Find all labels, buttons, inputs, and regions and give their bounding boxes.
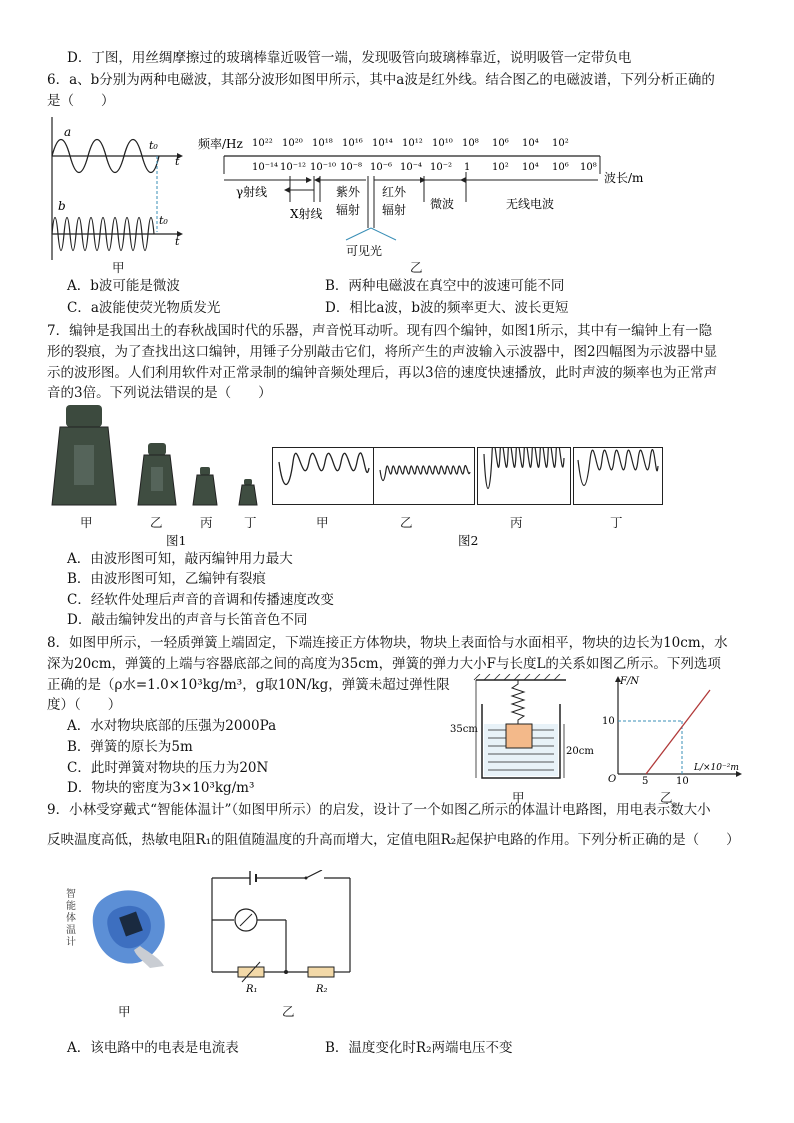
q7-option-b[interactable]: B．由波形图可知，乙编钟有裂痕 <box>67 571 266 587</box>
q8-option-b[interactable]: B．弹簧的原长为5m <box>67 739 193 755</box>
svg-text:10⁻⁸: 10⁻⁸ <box>340 162 363 173</box>
spring-icon <box>512 680 524 724</box>
band-ir-2: 辐射 <box>382 203 407 217</box>
graph-x-tick-5: 5 <box>642 776 649 786</box>
svg-text:10¹²: 10¹² <box>402 138 423 149</box>
bell-yi <box>138 443 176 505</box>
q8-stem-line4: 度）（ ） <box>47 697 122 713</box>
graph-origin: O <box>608 774 617 785</box>
svg-text:10⁻²: 10⁻² <box>430 162 453 173</box>
device-vertical-text: 智 能 体 温 计 <box>66 889 76 948</box>
wavelength-axis-label: 波长/m <box>604 171 644 185</box>
svg-text:10¹⁶: 10¹⁶ <box>342 138 363 149</box>
t0-label-b: t₀ <box>159 214 168 227</box>
svg-text:1: 1 <box>464 162 471 173</box>
q8-stem-line3: 正确的是（ρ水=1.0×10³kg/m³，g取10N/kg，弹簧未超过弹性限 <box>47 677 450 693</box>
band-uv-1: 紫外 <box>336 185 361 199</box>
graph-ylabel: F/N <box>620 676 640 687</box>
band-gamma: γ射线 <box>236 185 268 199</box>
graph-y-tick-10: 10 <box>602 716 615 727</box>
q9-caption-yi: 乙 <box>282 1004 295 1019</box>
q7-stem-line2: 形的裂痕，为了查找出这口编钟，用锤子分别敲击它们，将所产生的声波输入示波器中，图2四幅图为示波器中显 <box>47 344 718 360</box>
q8-figure-yi-graph <box>598 674 748 786</box>
q6-figure-yi-spectrum <box>196 128 676 268</box>
band-visible: 可见光 <box>346 244 383 258</box>
q7-option-d[interactable]: D．敲击编钟发出的声音与长笛音色不同 <box>67 612 308 628</box>
osc-label-ding: 丁 <box>610 515 623 530</box>
q9-option-b[interactable]: B．温度变化时R₂两端电压不变 <box>325 1040 513 1056</box>
q6-option-c[interactable]: C．a波能使荧光物质发光 <box>67 300 221 316</box>
oscillogram-bing <box>477 447 571 505</box>
graph-xlabel: L/×10⁻²m <box>694 763 739 773</box>
q6-caption-jia: 甲 <box>112 260 125 275</box>
q9-stem-line2: 反映温度高低，热敏电阻R₁的阻值随温度的升高而增大，定值电阻R₂起保护电路的作用。下列分析正确的是（ ） <box>47 832 740 848</box>
q6-option-d[interactable]: D．相比a波，b波的频率更大、波长更短 <box>325 300 569 316</box>
q8-caption-yi: 乙 <box>660 790 673 805</box>
q7-fig1-caption: 图1 <box>166 533 187 548</box>
wavelength-tick-labels <box>252 162 597 173</box>
q7-stem-line1: 7．编钟是我国出土的春秋战国时代的乐器，声音悦耳动听。现有四个编钟，如图1所示，其中有一编钟上有一隐 <box>47 323 713 339</box>
q8-option-a[interactable]: A．水对物块底部的压强为2000Pa <box>67 718 277 734</box>
oscillogram-yi <box>373 447 475 505</box>
svg-text:10¹⁴: 10¹⁴ <box>372 138 393 149</box>
oscillogram-ding <box>573 447 663 505</box>
q8-option-c[interactable]: C．此时弹簧对物块的压力为20N <box>67 760 269 776</box>
svg-text:10¹⁸: 10¹⁸ <box>312 138 333 149</box>
label-r2: R₂ <box>316 984 328 995</box>
bell-label-jia: 甲 <box>80 515 93 530</box>
q6-option-b[interactable]: B．两种电磁波在真空中的波速可能不同 <box>325 278 565 294</box>
svg-text:10⁸: 10⁸ <box>580 162 597 173</box>
svg-text:10⁻⁶: 10⁻⁶ <box>370 162 393 173</box>
band-ir-1: 红外 <box>382 185 407 199</box>
svg-text:10⁻¹⁴: 10⁻¹⁴ <box>252 162 279 173</box>
cube-block <box>506 724 532 748</box>
switch-blade <box>306 870 322 878</box>
band-xray: X射线 <box>290 207 323 221</box>
svg-text:10⁻¹⁰: 10⁻¹⁰ <box>310 162 337 173</box>
svg-text:10²²: 10²² <box>252 138 273 149</box>
q8-caption-jia: 甲 <box>512 790 525 805</box>
t-label-a: t <box>175 155 180 168</box>
q8-stem-line2: 深为20cm，弹簧的上端与容器底部之间的高度为35cm，弹簧的弹力大小F与长度L的关系如图乙所示。下列选项 <box>47 656 721 672</box>
wave-a-label: a <box>64 125 72 139</box>
band-uv-2: 辐射 <box>336 203 361 217</box>
height-35cm: 35cm <box>450 724 478 735</box>
q7-option-c[interactable]: C．经软件处理后声音的音调和传播速度改变 <box>67 592 334 608</box>
q7-bells-figure <box>50 405 270 510</box>
q9-option-a[interactable]: A．该电路中的电表是电流表 <box>67 1040 239 1056</box>
band-radio: 无线电波 <box>506 197 555 211</box>
q7-option-a[interactable]: A．由波形图可知，敲丙编钟用力最大 <box>67 551 293 567</box>
freq-tick-labels <box>252 138 569 149</box>
q9-stem-line1: 9．小林受穿戴式“智能体温计”（如图甲所示）的启发，设计了一个如图乙所示的体温计电路图，用电表示数大小 <box>47 802 711 818</box>
force-length-line <box>646 690 710 774</box>
bell-label-ding: 丁 <box>244 515 257 530</box>
q6-caption-yi: 乙 <box>410 260 423 275</box>
band-microwave: 微波 <box>430 197 455 211</box>
q7-fig2-caption: 图2 <box>458 533 479 548</box>
osc-label-yi: 乙 <box>400 515 413 530</box>
q8-figure-jia-container <box>448 674 598 786</box>
svg-text:10⁴: 10⁴ <box>522 162 539 173</box>
q8-stem-line1: 8．如图甲所示，一轻质弹簧上端固定，下端连接正方体物块，物块上表面恰与水面相平，物块的边长为10cm，水 <box>47 635 728 651</box>
svg-text:10⁻¹²: 10⁻¹² <box>280 162 307 173</box>
q6-stem-line2: 是（ ） <box>47 93 115 109</box>
bell-label-yi: 乙 <box>150 515 163 530</box>
q7-stem-line3: 示的波形图。人们利用软件对正常录制的编钟音频处理后，再以3倍的速度快速播放，此时声波的频率也为正常声 <box>47 365 718 381</box>
bell-label-bing: 丙 <box>200 515 213 530</box>
svg-text:10⁻⁴: 10⁻⁴ <box>400 162 423 173</box>
q6-stem-line1: 6．a、b分别为两种电磁波，其部分波形如图甲所示，其中a波是红外线。结合图乙的电磁波谱，下列分析正确的 <box>47 72 715 88</box>
q9-circuit-diagram <box>206 870 356 1000</box>
q6-figure-jia <box>44 112 194 262</box>
depth-20cm: 20cm <box>566 746 594 757</box>
t-label-b: t <box>175 235 180 248</box>
q9-caption-jia: 甲 <box>118 1004 131 1019</box>
smart-thermometer-image <box>84 880 174 970</box>
svg-text:10¹⁰: 10¹⁰ <box>432 138 453 149</box>
q5-option-d: D．丁图，用丝绸摩擦过的玻璃棒靠近吸管一端，发现吸管向玻璃棒靠近，说明吸管一定带负电 <box>67 50 632 66</box>
svg-text:10²: 10² <box>492 162 509 173</box>
osc-label-jia: 甲 <box>316 515 329 530</box>
svg-text:10⁶: 10⁶ <box>552 162 569 173</box>
q7-stem-line4: 音的3倍。下列说法错误的是（ ） <box>47 385 272 401</box>
bell-jia <box>52 405 116 505</box>
q8-option-d[interactable]: D．物块的密度为3×10³kg/m³ <box>67 780 255 796</box>
q6-option-a[interactable]: A．b波可能是微波 <box>67 278 180 294</box>
graph-x-tick-10: 10 <box>676 776 689 786</box>
svg-text:10²: 10² <box>552 138 569 149</box>
freq-axis-label: 频率/Hz <box>198 137 243 151</box>
bell-ding <box>239 479 257 505</box>
t0-label-a: t₀ <box>149 139 158 152</box>
resistor-r2 <box>308 967 334 977</box>
wave-b-label: b <box>58 199 66 213</box>
svg-text:10⁸: 10⁸ <box>462 138 479 149</box>
svg-text:10²⁰: 10²⁰ <box>282 138 303 149</box>
oscillogram-jia <box>272 447 374 505</box>
svg-text:10⁶: 10⁶ <box>492 138 509 149</box>
label-r1: R₁ <box>246 984 258 995</box>
bell-bing <box>193 467 217 505</box>
osc-label-bing: 丙 <box>510 515 523 530</box>
svg-text:10⁴: 10⁴ <box>522 138 539 149</box>
